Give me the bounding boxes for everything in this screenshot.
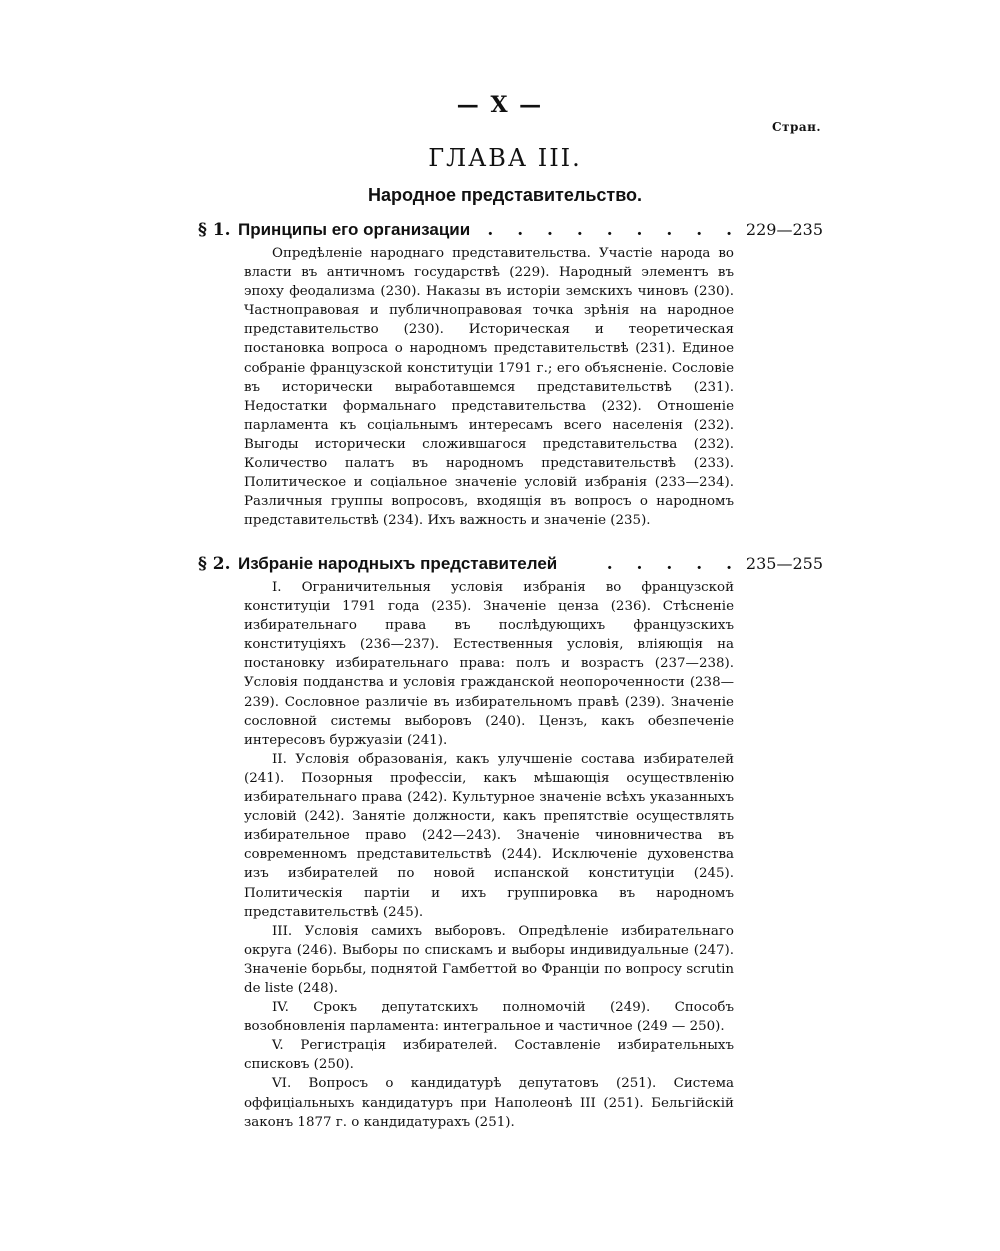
leader-dots: . . . . . xyxy=(606,554,741,574)
section-1-summary xyxy=(244,244,734,530)
summary-paragraph: IV. Срокъ депутатскихъ полномочій (249). Способъ возобновленія парламента: интегральное и частичное (249 — 250). xyxy=(244,1000,734,1035)
summary-paragraph: III. Условія самихъ выборовъ. Опредѣленіе избирательнаго округа (246). Выборы по спискамъ и выборы индивидуальные (247). Значеніе борьбы, поднятой Гамбеттой во Франціи по вопросу scrutin de liste (248). xyxy=(244,923,734,996)
chapter-title: ГЛАВА III. xyxy=(428,144,582,172)
section-title: Принципы его организации xyxy=(238,220,471,239)
section-page-range: 235—255 xyxy=(745,554,823,573)
summary-paragraph: VI. Вопросъ о кандидатурѣ депутатовъ (251). Система оффиціальныхъ кандидатуръ при Наполеонѣ III (251). Бельгійскій законъ 1877 г. о кандидатурахъ (251). xyxy=(244,1076,734,1130)
section-number: § 2. xyxy=(198,554,231,574)
summary-paragraph: V. Регистрація избирателей. Составленіе избирательныхъ списковъ (250). xyxy=(244,1038,734,1073)
section-title: Избраніе народныхъ представителей xyxy=(238,554,558,573)
section-1-heading xyxy=(198,220,823,246)
section-number: § 1. xyxy=(198,220,231,240)
section-page-range: 229—235 xyxy=(745,220,823,239)
summary-paragraph: I. Ограничительныя условія избранія во французской конституціи 1791 года (235). Значеніе ценза (236). Стѣсненіе избирательнаго права въ послѣдующихъ французскихъ конституціяхъ (236—237). Естественныя условія, вліяющія на постановку избирательнаго права: полъ и возрастъ (237—238). Условія подданства и условія гражданской неопороченности (238—239). Сословное различіе въ избирательномъ правѣ (239). Значеніе сословной системы выборовъ (240). Цензъ, какъ обезпеченіе интересовъ буржуазіи (241). xyxy=(244,580,734,748)
leader-dots: . . . . . . . . . xyxy=(487,220,741,240)
section-2-heading xyxy=(198,554,823,580)
summary-paragraph: II. Условія образованія, какъ улучшеніе состава избирателей (241). Позорныя профессіи, какъ мѣшающія осуществленію избирательнаго права (242). Культурное значеніе всѣхъ указанныхъ условій (242). Занятіе должности, какъ препятствіе осуществлять избирательное право (242—243). Значеніе чиновничества въ современномъ представительствѣ (244). Исключеніе духовенства изъ избирателей по новой испанской конституціи (245). Политическія партіи и ихъ группировка въ народномъ представительствѣ (245). xyxy=(244,751,734,920)
summary-paragraph: Опредѣленіе народнаго представительства. Участіе народа во власти въ античномъ государствѣ (229). Народный элементъ въ эпоху феодализма (230). Наказы въ исторіи земскихъ чиновъ (230). Частноправовая и публичноправовая точка зрѣнія на народное представительство (230). Историческая и теоретическая постановка вопроса о народномъ представительствѣ (231). Единое собраніе французской конституціи 1791 г.; его объясненіе. Сословіе въ исторически выработавшемся представительствѣ (231). Недостатки формальнаго представительства (232). Отношеніе парламента къ соціальнымъ интересамъ всего населенія (232). Выгоды исторически сложившагося представительства (232). Количество палатъ въ народномъ представительствѣ (233). Политическое и соціальное значеніе условій избранія (233—234). Различныя группы вопросовъ, входящія въ вопросъ о народномъ представительствѣ (234). Ихъ важность и значеніе (235). xyxy=(244,246,734,529)
page-number: — X — xyxy=(456,92,544,118)
section-2-summary xyxy=(244,578,734,1132)
pages-column-label: Стран. xyxy=(772,120,822,134)
chapter-subtitle: Народное представительство. xyxy=(367,185,643,205)
